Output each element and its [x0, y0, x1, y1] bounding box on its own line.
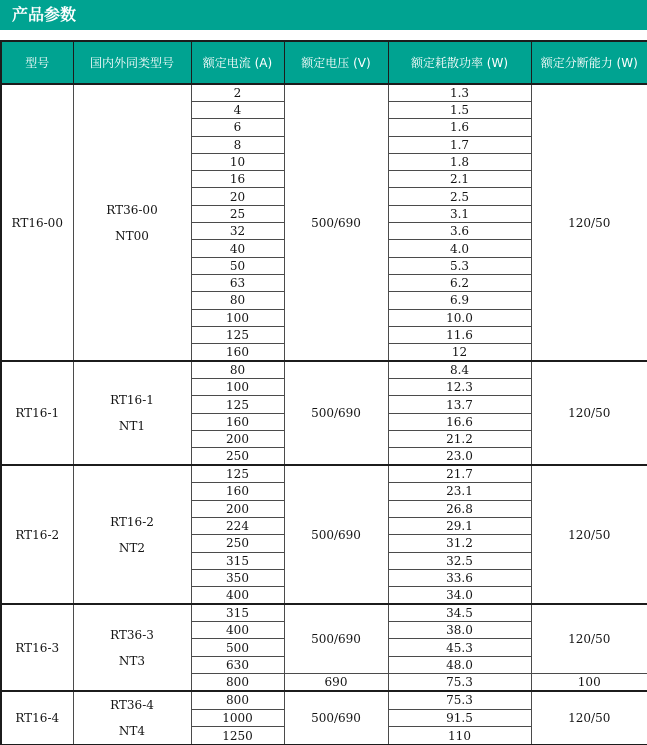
- column-header: 型号: [1, 41, 73, 84]
- rated-current-cell: 100: [191, 379, 284, 396]
- column-header: 额定耗散功率 (W): [388, 41, 531, 84]
- power-dissipation-cell: 26.8: [388, 500, 531, 517]
- power-dissipation-cell: 3.1: [388, 205, 531, 222]
- rated-current-cell: 800: [191, 674, 284, 692]
- rated-current-cell: 200: [191, 500, 284, 517]
- rated-current-cell: 63: [191, 274, 284, 291]
- rated-current-cell: 8: [191, 136, 284, 153]
- power-dissipation-cell: 6.2: [388, 274, 531, 291]
- power-dissipation-cell: 91.5: [388, 709, 531, 727]
- power-dissipation-cell: 3.6: [388, 223, 531, 240]
- rated-current-cell: 250: [191, 535, 284, 552]
- equivalent-model-line1: RT36-3: [110, 627, 154, 642]
- power-dissipation-cell: 32.5: [388, 552, 531, 569]
- breaking-capacity-cell: 120/50: [531, 691, 647, 745]
- table-row: [1, 361, 647, 379]
- rated-current-cell: 125: [191, 465, 284, 483]
- equivalent-model-cell: [73, 691, 191, 745]
- power-dissipation-cell: 4.0: [388, 240, 531, 257]
- power-dissipation-cell: 75.3: [388, 674, 531, 692]
- equivalent-model-line2: NT3: [118, 653, 146, 668]
- rated-current-cell: 400: [191, 587, 284, 605]
- model-cell: RT16-3: [1, 604, 73, 691]
- rated-voltage-cell: 690: [284, 674, 388, 692]
- model-cell: RT16-2: [1, 465, 73, 604]
- power-dissipation-cell: 1.5: [388, 102, 531, 119]
- rated-current-cell: 630: [191, 656, 284, 673]
- equivalent-model-line2: NT2: [118, 540, 146, 555]
- breaking-capacity-cell: 120/50: [531, 465, 647, 604]
- equivalent-model-cell: [73, 84, 191, 361]
- rated-current-cell: 100: [191, 309, 284, 326]
- table-row: [1, 465, 647, 483]
- power-dissipation-cell: 48.0: [388, 656, 531, 673]
- product-spec-table: [0, 40, 647, 745]
- rated-current-cell: 160: [191, 344, 284, 362]
- rated-current-cell: 160: [191, 413, 284, 430]
- rated-current-cell: 1250: [191, 727, 284, 745]
- rated-current-cell: 4: [191, 102, 284, 119]
- rated-current-cell: 125: [191, 396, 284, 413]
- power-dissipation-cell: 45.3: [388, 639, 531, 656]
- rated-current-cell: 32: [191, 223, 284, 240]
- rated-current-cell: 315: [191, 604, 284, 622]
- rated-current-cell: 80: [191, 292, 284, 309]
- rated-current-cell: 10: [191, 153, 284, 170]
- rated-current-cell: 250: [191, 448, 284, 466]
- table-header: [1, 41, 647, 84]
- power-dissipation-cell: 23.0: [388, 448, 531, 466]
- equivalent-model-line2: NT00: [115, 228, 149, 243]
- power-dissipation-cell: 33.6: [388, 569, 531, 586]
- power-dissipation-cell: 34.5: [388, 604, 531, 622]
- column-header: 额定电压 (V): [284, 41, 388, 84]
- rated-current-cell: 80: [191, 361, 284, 379]
- table-row: [1, 84, 647, 102]
- rated-current-cell: 25: [191, 205, 284, 222]
- model-cell: RT16-4: [1, 691, 73, 745]
- power-dissipation-cell: 6.9: [388, 292, 531, 309]
- page-title: 产品参数: [12, 5, 77, 24]
- rated-current-cell: 800: [191, 691, 284, 709]
- column-header: 额定分断能力 (W): [531, 41, 647, 84]
- power-dissipation-cell: 110: [388, 727, 531, 745]
- table-body: [1, 84, 647, 745]
- rated-current-cell: 16: [191, 171, 284, 188]
- rated-current-cell: 1000: [191, 709, 284, 727]
- rated-current-cell: 6: [191, 119, 284, 136]
- column-header: 国内外同类型号: [73, 41, 191, 84]
- power-dissipation-cell: 2.5: [388, 188, 531, 205]
- rated-voltage-cell: 500/690: [284, 84, 388, 361]
- equivalent-model-line1: RT16-1: [110, 393, 154, 408]
- rated-current-cell: 350: [191, 569, 284, 586]
- column-header: 额定电流 (A): [191, 41, 284, 84]
- power-dissipation-cell: 31.2: [388, 535, 531, 552]
- rated-current-cell: 125: [191, 326, 284, 343]
- power-dissipation-cell: 2.1: [388, 171, 531, 188]
- table-row: [1, 691, 647, 709]
- power-dissipation-cell: 1.8: [388, 153, 531, 170]
- rated-current-cell: 160: [191, 483, 284, 500]
- power-dissipation-cell: 11.6: [388, 326, 531, 343]
- power-dissipation-cell: 38.0: [388, 622, 531, 639]
- rated-current-cell: 2: [191, 84, 284, 102]
- power-dissipation-cell: 34.0: [388, 587, 531, 605]
- rated-current-cell: 200: [191, 431, 284, 448]
- section-title-bar: [0, 0, 647, 30]
- power-dissipation-cell: 1.3: [388, 84, 531, 102]
- rated-voltage-cell: 500/690: [284, 691, 388, 745]
- power-dissipation-cell: 1.6: [388, 119, 531, 136]
- power-dissipation-cell: 13.7: [388, 396, 531, 413]
- rated-current-cell: 20: [191, 188, 284, 205]
- header-row: [1, 41, 647, 84]
- equivalent-model-cell: [73, 465, 191, 604]
- rated-voltage-cell: 500/690: [284, 361, 388, 465]
- rated-current-cell: 315: [191, 552, 284, 569]
- power-dissipation-cell: 23.1: [388, 483, 531, 500]
- equivalent-model-cell: [73, 361, 191, 465]
- breaking-capacity-cell: 100: [531, 674, 647, 692]
- rated-voltage-cell: 500/690: [284, 465, 388, 604]
- rated-voltage-cell: 500/690: [284, 604, 388, 673]
- model-cell: RT16-00: [1, 84, 73, 361]
- power-dissipation-cell: 21.7: [388, 465, 531, 483]
- power-dissipation-cell: 29.1: [388, 517, 531, 534]
- power-dissipation-cell: 12.3: [388, 379, 531, 396]
- table-row: [1, 604, 647, 622]
- rated-current-cell: 50: [191, 257, 284, 274]
- breaking-capacity-cell: 120/50: [531, 361, 647, 465]
- equivalent-model-line2: NT4: [118, 724, 146, 739]
- rated-current-cell: 400: [191, 622, 284, 639]
- power-dissipation-cell: 8.4: [388, 361, 531, 379]
- power-dissipation-cell: 16.6: [388, 413, 531, 430]
- power-dissipation-cell: 12: [388, 344, 531, 362]
- rated-current-cell: 500: [191, 639, 284, 656]
- rated-current-cell: 40: [191, 240, 284, 257]
- power-dissipation-cell: 21.2: [388, 431, 531, 448]
- power-dissipation-cell: 1.7: [388, 136, 531, 153]
- equivalent-model-line2: NT1: [118, 419, 146, 434]
- equivalent-model-line1: RT36-00: [106, 202, 158, 217]
- power-dissipation-cell: 10.0: [388, 309, 531, 326]
- rated-current-cell: 224: [191, 517, 284, 534]
- breaking-capacity-cell: 120/50: [531, 84, 647, 361]
- power-dissipation-cell: 5.3: [388, 257, 531, 274]
- power-dissipation-cell: 75.3: [388, 691, 531, 709]
- model-cell: RT16-1: [1, 361, 73, 465]
- equivalent-model-cell: [73, 604, 191, 691]
- breaking-capacity-cell: 120/50: [531, 604, 647, 673]
- equivalent-model-line1: RT36-4: [110, 698, 154, 713]
- equivalent-model-line1: RT16-2: [110, 514, 154, 529]
